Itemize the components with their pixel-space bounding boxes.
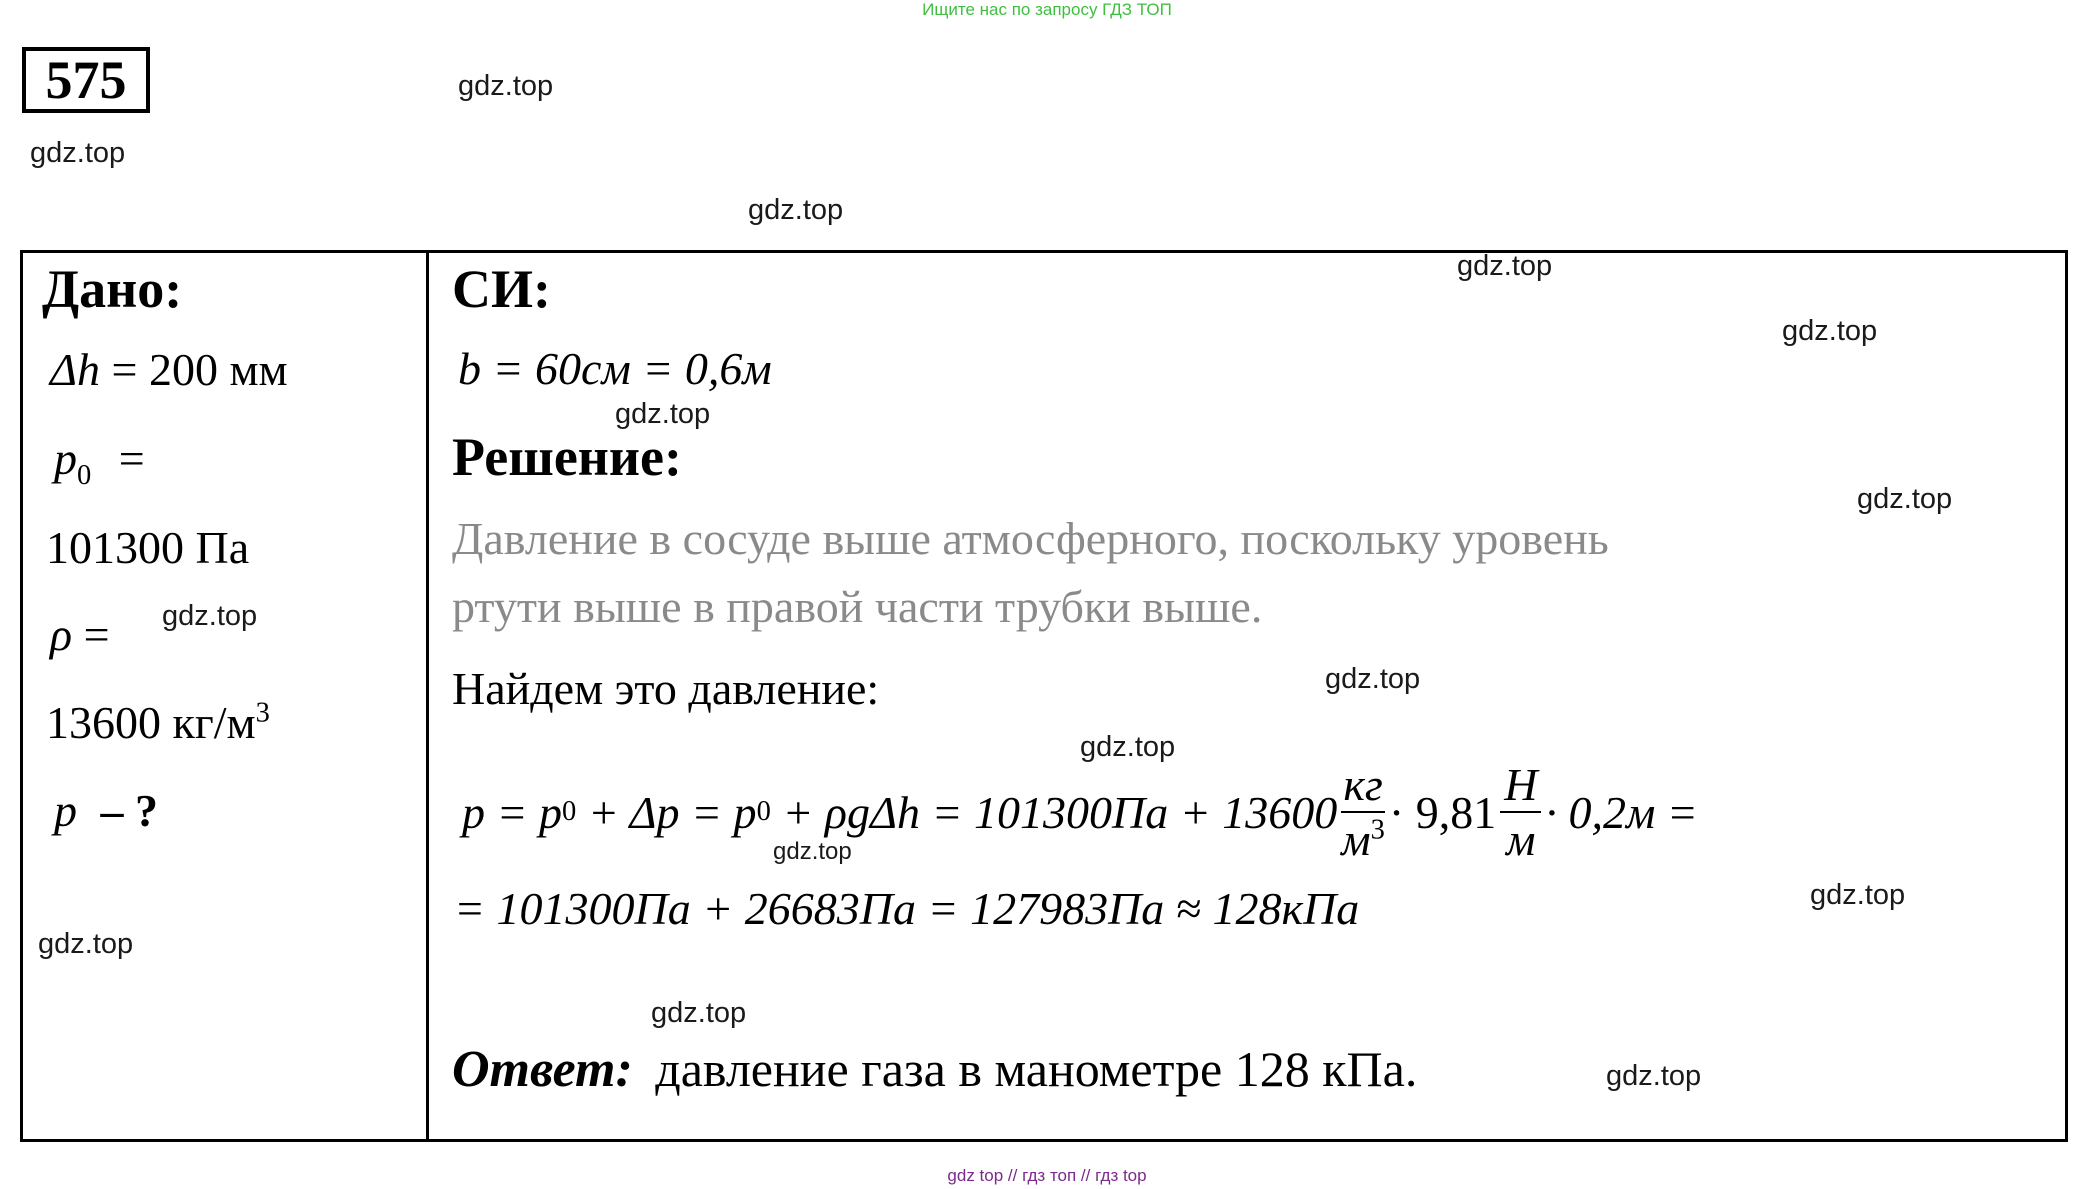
problem-number: 575 bbox=[22, 47, 150, 113]
given-find bbox=[54, 784, 158, 837]
f1-fraction-1 bbox=[1341, 758, 1385, 866]
watermark: gdz.top bbox=[1457, 250, 1553, 282]
f1-part-a: p = p bbox=[462, 786, 563, 838]
watermark: gdz.top bbox=[38, 928, 134, 960]
answer-text: давление газа в манометре 128 кПа. bbox=[655, 1041, 1418, 1097]
answer bbox=[452, 1040, 1417, 1099]
find-question: – ? bbox=[100, 785, 158, 836]
rho-equals: = bbox=[83, 609, 110, 660]
watermark: gdz.top bbox=[458, 70, 554, 102]
given-rho bbox=[50, 608, 110, 661]
f1-fraction-2 bbox=[1500, 758, 1541, 866]
watermark: gdz.top bbox=[773, 838, 852, 865]
solution-text-2: ртути выше в правой части трубки выше. bbox=[452, 581, 1263, 632]
f1-frac1-numerator: кг bbox=[1341, 758, 1384, 813]
rho-symbol: ρ bbox=[50, 609, 73, 660]
p0-equals: = bbox=[118, 433, 145, 484]
f1-part-b: + Δp = p bbox=[576, 786, 757, 838]
p0-symbol: p bbox=[54, 433, 77, 484]
solution-table bbox=[20, 250, 2068, 1142]
watermark: gdz.top bbox=[748, 194, 844, 226]
p0-subscript: 0 bbox=[77, 460, 92, 492]
given-title: Дано: bbox=[42, 259, 183, 319]
si-line: b = 60см = 0,6м bbox=[458, 343, 772, 394]
solution-title: Решение: bbox=[452, 427, 682, 487]
delta-h-symbol: Δh bbox=[50, 344, 100, 395]
formula-line-2: = 101300Па + 26683Па = 127983Па ≈ 128кПа bbox=[454, 883, 1360, 934]
given-rho-value bbox=[46, 696, 270, 749]
f1-sub-1: 0 bbox=[562, 796, 577, 827]
f1-frac1-denominator: $м^3$ bbox=[1341, 814, 1385, 865]
f1-part-c: + ρgΔh = 101300Па + 13600 bbox=[770, 786, 1338, 838]
si-title: СИ: bbox=[452, 259, 551, 319]
watermark: gdz.top bbox=[30, 137, 126, 169]
watermark: gdz.top bbox=[1325, 663, 1421, 695]
answer-label: Ответ: bbox=[452, 1041, 633, 1098]
given-p0-value: 101300 Па bbox=[46, 522, 250, 573]
watermark: gdz.top bbox=[1810, 879, 1906, 911]
top-banner: Ищите нас по запросу ГДЗ ТОП bbox=[922, 0, 1172, 19]
f1-part-e: · 0,2м = bbox=[1545, 786, 1698, 838]
f1-part-d: · 9,81 bbox=[1388, 786, 1497, 838]
column-divider bbox=[426, 250, 429, 1142]
formula-line-1 bbox=[462, 752, 1698, 872]
solution-text-1: Давление в сосуде выше атмосферного, поскольку уровень bbox=[452, 513, 1609, 564]
f1-sub-2: 0 bbox=[756, 796, 771, 827]
find-symbol: p bbox=[54, 785, 77, 836]
f1-frac2-denominator: м bbox=[1506, 814, 1536, 865]
watermark: gdz.top bbox=[162, 600, 258, 632]
given-delta-h bbox=[50, 343, 288, 396]
watermark: gdz.top bbox=[615, 398, 711, 430]
footer-links[interactable]: gdz top // гдз топ // гдз top bbox=[947, 1166, 1147, 1185]
watermark: gdz.top bbox=[1606, 1060, 1702, 1092]
rho-exponent: 3 bbox=[255, 697, 270, 729]
given-p0 bbox=[54, 432, 145, 492]
watermark: gdz.top bbox=[1080, 731, 1176, 763]
watermark: gdz.top bbox=[651, 997, 747, 1029]
watermark: gdz.top bbox=[1782, 315, 1878, 347]
f1-frac2-numerator: Н bbox=[1500, 758, 1541, 813]
watermark: gdz.top bbox=[1857, 483, 1953, 515]
solution-text-3: Найдем это давление: bbox=[452, 663, 880, 714]
rho-value: 13600 кг/м bbox=[46, 697, 256, 748]
delta-h-value: = 200 мм bbox=[111, 344, 288, 395]
